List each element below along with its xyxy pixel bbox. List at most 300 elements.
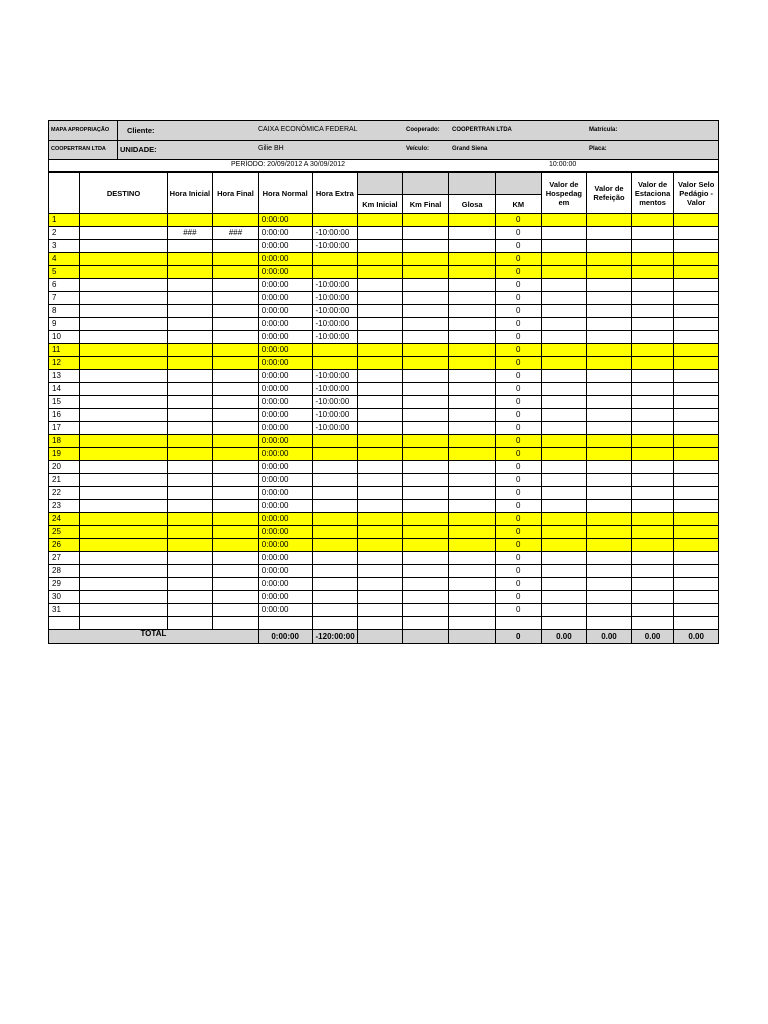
km-cell[interactable]: 0 [495,409,541,422]
km-cell[interactable]: 0 [495,448,541,461]
refeicao-cell[interactable] [587,370,632,383]
destino-cell[interactable] [80,422,167,435]
glosa-cell[interactable] [449,240,496,253]
pedagio-cell[interactable] [674,292,719,305]
km-inicial-cell[interactable] [358,266,403,279]
km-cell[interactable]: 0 [495,331,541,344]
estacionamentos-cell[interactable] [631,253,674,266]
hora-final-cell[interactable] [213,487,259,500]
hora-extra-cell[interactable]: -10:00:00 [312,409,358,422]
hora-normal-cell[interactable]: 0:00:00 [258,292,312,305]
hora-normal-cell[interactable]: 0:00:00 [258,552,312,565]
pedagio-cell[interactable] [674,214,719,227]
refeicao-cell[interactable] [587,344,632,357]
hora-final-cell[interactable] [213,279,259,292]
hora-extra-cell[interactable] [312,513,358,526]
pedagio-cell[interactable] [674,383,719,396]
hospedagem-cell[interactable] [541,292,587,305]
glosa-cell[interactable] [449,448,496,461]
hospedagem-cell[interactable] [541,370,587,383]
estacionamentos-cell[interactable] [631,565,674,578]
km-final-cell[interactable] [402,448,449,461]
glosa-cell[interactable] [449,318,496,331]
hora-final-cell[interactable] [213,539,259,552]
hora-final-cell[interactable] [213,435,259,448]
hospedagem-cell[interactable] [541,461,587,474]
km-inicial-cell[interactable] [358,578,403,591]
hora-inicial-cell[interactable] [167,318,213,331]
km-final-cell[interactable] [402,240,449,253]
hospedagem-cell[interactable] [541,526,587,539]
km-cell[interactable]: 0 [495,526,541,539]
estacionamentos-cell[interactable] [631,591,674,604]
hora-extra-cell[interactable]: -10:00:00 [312,279,358,292]
hora-final-cell[interactable] [213,253,259,266]
destino-cell[interactable] [80,513,167,526]
hora-final-cell[interactable] [213,318,259,331]
km-final-cell[interactable] [402,370,449,383]
glosa-cell[interactable] [449,266,496,279]
km-inicial-cell[interactable] [358,253,403,266]
estacionamentos-cell[interactable] [631,422,674,435]
pedagio-cell[interactable] [674,227,719,240]
estacionamentos-cell[interactable] [631,266,674,279]
destino-cell[interactable] [80,578,167,591]
km-cell[interactable]: 0 [495,422,541,435]
destino-cell[interactable] [80,396,167,409]
hospedagem-cell[interactable] [541,474,587,487]
km-final-cell[interactable] [402,552,449,565]
pedagio-cell[interactable] [674,461,719,474]
refeicao-cell[interactable] [587,500,632,513]
destino-cell[interactable] [80,370,167,383]
hora-final-cell[interactable] [213,292,259,305]
blank-cell[interactable] [167,617,213,630]
hora-inicial-cell[interactable] [167,331,213,344]
km-cell[interactable]: 0 [495,461,541,474]
pedagio-cell[interactable] [674,331,719,344]
hospedagem-cell[interactable] [541,344,587,357]
hora-normal-cell[interactable]: 0:00:00 [258,591,312,604]
glosa-cell[interactable] [449,578,496,591]
km-cell[interactable]: 0 [495,500,541,513]
refeicao-cell[interactable] [587,292,632,305]
glosa-cell[interactable] [449,383,496,396]
hora-inicial-cell[interactable] [167,396,213,409]
refeicao-cell[interactable] [587,279,632,292]
hora-normal-cell[interactable]: 0:00:00 [258,539,312,552]
km-inicial-cell[interactable] [358,500,403,513]
km-final-cell[interactable] [402,344,449,357]
blank-cell[interactable] [213,617,259,630]
hospedagem-cell[interactable] [541,604,587,617]
blank-cell[interactable] [49,617,80,630]
km-cell[interactable]: 0 [495,318,541,331]
km-inicial-cell[interactable] [358,214,403,227]
hora-inicial-cell[interactable] [167,214,213,227]
hora-final-cell[interactable] [213,513,259,526]
hora-inicial-cell[interactable] [167,305,213,318]
pedagio-cell[interactable] [674,474,719,487]
hora-final-cell[interactable] [213,461,259,474]
hora-extra-cell[interactable] [312,604,358,617]
pedagio-cell[interactable] [674,279,719,292]
hora-normal-cell[interactable]: 0:00:00 [258,266,312,279]
destino-cell[interactable] [80,539,167,552]
estacionamentos-cell[interactable] [631,539,674,552]
refeicao-cell[interactable] [587,552,632,565]
hora-final-cell[interactable] [213,383,259,396]
km-inicial-cell[interactable] [358,539,403,552]
km-cell[interactable]: 0 [495,591,541,604]
hora-normal-cell[interactable]: 0:00:00 [258,565,312,578]
refeicao-cell[interactable] [587,266,632,279]
hospedagem-cell[interactable] [541,214,587,227]
glosa-cell[interactable] [449,500,496,513]
hora-final-cell[interactable] [213,357,259,370]
km-inicial-cell[interactable] [358,422,403,435]
hora-extra-cell[interactable]: -10:00:00 [312,422,358,435]
km-cell[interactable]: 0 [495,357,541,370]
destino-cell[interactable] [80,487,167,500]
glosa-cell[interactable] [449,552,496,565]
hospedagem-cell[interactable] [541,279,587,292]
blank-cell[interactable] [541,617,587,630]
pedagio-cell[interactable] [674,448,719,461]
hora-extra-cell[interactable] [312,578,358,591]
km-inicial-cell[interactable] [358,435,403,448]
km-inicial-cell[interactable] [358,604,403,617]
blank-cell[interactable] [674,617,719,630]
hora-extra-cell[interactable] [312,214,358,227]
hospedagem-cell[interactable] [541,565,587,578]
refeicao-cell[interactable] [587,331,632,344]
pedagio-cell[interactable] [674,370,719,383]
refeicao-cell[interactable] [587,474,632,487]
hospedagem-cell[interactable] [541,331,587,344]
glosa-cell[interactable] [449,331,496,344]
blank-cell[interactable] [587,617,632,630]
destino-cell[interactable] [80,305,167,318]
km-cell[interactable]: 0 [495,240,541,253]
hora-final-cell[interactable] [213,578,259,591]
hora-normal-cell[interactable]: 0:00:00 [258,331,312,344]
km-cell[interactable]: 0 [495,305,541,318]
km-inicial-cell[interactable] [358,240,403,253]
blank-cell[interactable] [402,617,449,630]
hora-normal-cell[interactable]: 0:00:00 [258,487,312,500]
hora-inicial-cell[interactable] [167,487,213,500]
km-inicial-cell[interactable] [358,331,403,344]
hora-inicial-cell[interactable] [167,500,213,513]
hora-final-cell[interactable] [213,344,259,357]
glosa-cell[interactable] [449,409,496,422]
hora-normal-cell[interactable]: 0:00:00 [258,214,312,227]
hora-extra-cell[interactable]: -10:00:00 [312,227,358,240]
km-inicial-cell[interactable] [358,292,403,305]
km-final-cell[interactable] [402,487,449,500]
km-inicial-cell[interactable] [358,461,403,474]
hospedagem-cell[interactable] [541,578,587,591]
estacionamentos-cell[interactable] [631,578,674,591]
hospedagem-cell[interactable] [541,591,587,604]
destino-cell[interactable] [80,474,167,487]
hora-normal-cell[interactable]: 0:00:00 [258,383,312,396]
hora-final-cell[interactable] [213,370,259,383]
hora-final-cell[interactable] [213,500,259,513]
hora-inicial-cell[interactable] [167,357,213,370]
hora-final-cell[interactable] [213,565,259,578]
km-final-cell[interactable] [402,331,449,344]
estacionamentos-cell[interactable] [631,305,674,318]
hora-final-cell[interactable] [213,526,259,539]
hora-final-cell[interactable] [213,604,259,617]
refeicao-cell[interactable] [587,539,632,552]
hospedagem-cell[interactable] [541,383,587,396]
hora-normal-cell[interactable]: 0:00:00 [258,279,312,292]
hospedagem-cell[interactable] [541,409,587,422]
estacionamentos-cell[interactable] [631,461,674,474]
destino-cell[interactable] [80,344,167,357]
km-final-cell[interactable] [402,591,449,604]
hospedagem-cell[interactable] [541,513,587,526]
km-inicial-cell[interactable] [358,552,403,565]
estacionamentos-cell[interactable] [631,279,674,292]
estacionamentos-cell[interactable] [631,604,674,617]
pedagio-cell[interactable] [674,526,719,539]
km-final-cell[interactable] [402,396,449,409]
hora-extra-cell[interactable] [312,487,358,500]
hospedagem-cell[interactable] [541,396,587,409]
refeicao-cell[interactable] [587,461,632,474]
hospedagem-cell[interactable] [541,266,587,279]
refeicao-cell[interactable] [587,227,632,240]
glosa-cell[interactable] [449,253,496,266]
hora-normal-cell[interactable]: 0:00:00 [258,396,312,409]
hora-extra-cell[interactable]: -10:00:00 [312,318,358,331]
km-inicial-cell[interactable] [358,565,403,578]
hora-extra-cell[interactable] [312,526,358,539]
km-cell[interactable]: 0 [495,604,541,617]
hospedagem-cell[interactable] [541,240,587,253]
km-final-cell[interactable] [402,526,449,539]
km-final-cell[interactable] [402,461,449,474]
hora-extra-cell[interactable]: -10:00:00 [312,396,358,409]
km-inicial-cell[interactable] [358,344,403,357]
destino-cell[interactable] [80,552,167,565]
hospedagem-cell[interactable] [541,552,587,565]
estacionamentos-cell[interactable] [631,214,674,227]
km-cell[interactable]: 0 [495,552,541,565]
km-final-cell[interactable] [402,305,449,318]
hora-inicial-cell[interactable] [167,552,213,565]
glosa-cell[interactable] [449,539,496,552]
estacionamentos-cell[interactable] [631,331,674,344]
hora-final-cell[interactable] [213,305,259,318]
hora-inicial-cell[interactable]: ### [167,227,213,240]
estacionamentos-cell[interactable] [631,383,674,396]
refeicao-cell[interactable] [587,565,632,578]
estacionamentos-cell[interactable] [631,370,674,383]
km-final-cell[interactable] [402,279,449,292]
destino-cell[interactable] [80,591,167,604]
km-cell[interactable]: 0 [495,292,541,305]
hora-final-cell[interactable] [213,422,259,435]
hora-inicial-cell[interactable] [167,383,213,396]
pedagio-cell[interactable] [674,409,719,422]
glosa-cell[interactable] [449,526,496,539]
glosa-cell[interactable] [449,513,496,526]
pedagio-cell[interactable] [674,422,719,435]
km-cell[interactable]: 0 [495,383,541,396]
hora-extra-cell[interactable] [312,474,358,487]
hospedagem-cell[interactable] [541,500,587,513]
hospedagem-cell[interactable] [541,422,587,435]
destino-cell[interactable] [80,383,167,396]
hora-normal-cell[interactable]: 0:00:00 [258,344,312,357]
hora-final-cell[interactable] [213,331,259,344]
hora-extra-cell[interactable] [312,500,358,513]
pedagio-cell[interactable] [674,253,719,266]
estacionamentos-cell[interactable] [631,292,674,305]
hora-normal-cell[interactable]: 0:00:00 [258,578,312,591]
km-final-cell[interactable] [402,253,449,266]
destino-cell[interactable] [80,240,167,253]
glosa-cell[interactable] [449,474,496,487]
hora-normal-cell[interactable]: 0:00:00 [258,461,312,474]
hospedagem-cell[interactable] [541,305,587,318]
hora-inicial-cell[interactable] [167,474,213,487]
hora-inicial-cell[interactable] [167,370,213,383]
destino-cell[interactable] [80,279,167,292]
hora-normal-cell[interactable]: 0:00:00 [258,409,312,422]
km-cell[interactable]: 0 [495,370,541,383]
hora-final-cell[interactable] [213,396,259,409]
hora-final-cell[interactable] [213,552,259,565]
refeicao-cell[interactable] [587,305,632,318]
hora-inicial-cell[interactable] [167,279,213,292]
hora-inicial-cell[interactable] [167,240,213,253]
km-cell[interactable]: 0 [495,435,541,448]
pedagio-cell[interactable] [674,396,719,409]
estacionamentos-cell[interactable] [631,396,674,409]
pedagio-cell[interactable] [674,487,719,500]
estacionamentos-cell[interactable] [631,513,674,526]
refeicao-cell[interactable] [587,396,632,409]
refeicao-cell[interactable] [587,253,632,266]
hospedagem-cell[interactable] [541,487,587,500]
estacionamentos-cell[interactable] [631,487,674,500]
destino-cell[interactable] [80,604,167,617]
hora-inicial-cell[interactable] [167,409,213,422]
hora-inicial-cell[interactable] [167,422,213,435]
km-inicial-cell[interactable] [358,383,403,396]
destino-cell[interactable] [80,331,167,344]
km-cell[interactable]: 0 [495,279,541,292]
glosa-cell[interactable] [449,604,496,617]
km-inicial-cell[interactable] [358,513,403,526]
blank-cell[interactable] [449,617,496,630]
estacionamentos-cell[interactable] [631,227,674,240]
km-inicial-cell[interactable] [358,305,403,318]
km-final-cell[interactable] [402,539,449,552]
km-cell[interactable]: 0 [495,565,541,578]
hora-final-cell[interactable] [213,266,259,279]
km-final-cell[interactable] [402,383,449,396]
blank-cell[interactable] [258,617,312,630]
destino-cell[interactable] [80,565,167,578]
destino-cell[interactable] [80,500,167,513]
glosa-cell[interactable] [449,435,496,448]
glosa-cell[interactable] [449,305,496,318]
hospedagem-cell[interactable] [541,253,587,266]
hora-extra-cell[interactable] [312,552,358,565]
destino-cell[interactable] [80,526,167,539]
hora-normal-cell[interactable]: 0:00:00 [258,370,312,383]
hora-extra-cell[interactable] [312,435,358,448]
destino-cell[interactable] [80,292,167,305]
hora-inicial-cell[interactable] [167,539,213,552]
blank-cell[interactable] [80,617,167,630]
km-cell[interactable]: 0 [495,396,541,409]
pedagio-cell[interactable] [674,552,719,565]
hora-inicial-cell[interactable] [167,604,213,617]
km-cell[interactable]: 0 [495,253,541,266]
hora-normal-cell[interactable]: 0:00:00 [258,227,312,240]
destino-cell[interactable] [80,448,167,461]
km-inicial-cell[interactable] [358,409,403,422]
hora-normal-cell[interactable]: 0:00:00 [258,513,312,526]
hora-normal-cell[interactable]: 0:00:00 [258,357,312,370]
hora-extra-cell[interactable] [312,357,358,370]
km-inicial-cell[interactable] [358,526,403,539]
km-inicial-cell[interactable] [358,318,403,331]
blank-cell[interactable] [358,617,403,630]
km-cell[interactable]: 0 [495,487,541,500]
hora-normal-cell[interactable]: 0:00:00 [258,305,312,318]
hora-extra-cell[interactable] [312,344,358,357]
estacionamentos-cell[interactable] [631,552,674,565]
hora-normal-cell[interactable]: 0:00:00 [258,435,312,448]
hora-inicial-cell[interactable] [167,266,213,279]
km-inicial-cell[interactable] [358,591,403,604]
km-inicial-cell[interactable] [358,396,403,409]
km-final-cell[interactable] [402,604,449,617]
estacionamentos-cell[interactable] [631,474,674,487]
hora-extra-cell[interactable] [312,266,358,279]
destino-cell[interactable] [80,227,167,240]
hora-inicial-cell[interactable] [167,591,213,604]
hospedagem-cell[interactable] [541,357,587,370]
destino-cell[interactable] [80,461,167,474]
km-final-cell[interactable] [402,292,449,305]
pedagio-cell[interactable] [674,357,719,370]
hora-final-cell[interactable] [213,474,259,487]
pedagio-cell[interactable] [674,539,719,552]
km-cell[interactable]: 0 [495,266,541,279]
km-inicial-cell[interactable] [358,370,403,383]
hospedagem-cell[interactable] [541,539,587,552]
km-final-cell[interactable] [402,357,449,370]
km-cell[interactable]: 0 [495,344,541,357]
pedagio-cell[interactable] [674,318,719,331]
km-final-cell[interactable] [402,474,449,487]
glosa-cell[interactable] [449,357,496,370]
refeicao-cell[interactable] [587,318,632,331]
refeicao-cell[interactable] [587,409,632,422]
refeicao-cell[interactable] [587,383,632,396]
km-cell[interactable]: 0 [495,513,541,526]
